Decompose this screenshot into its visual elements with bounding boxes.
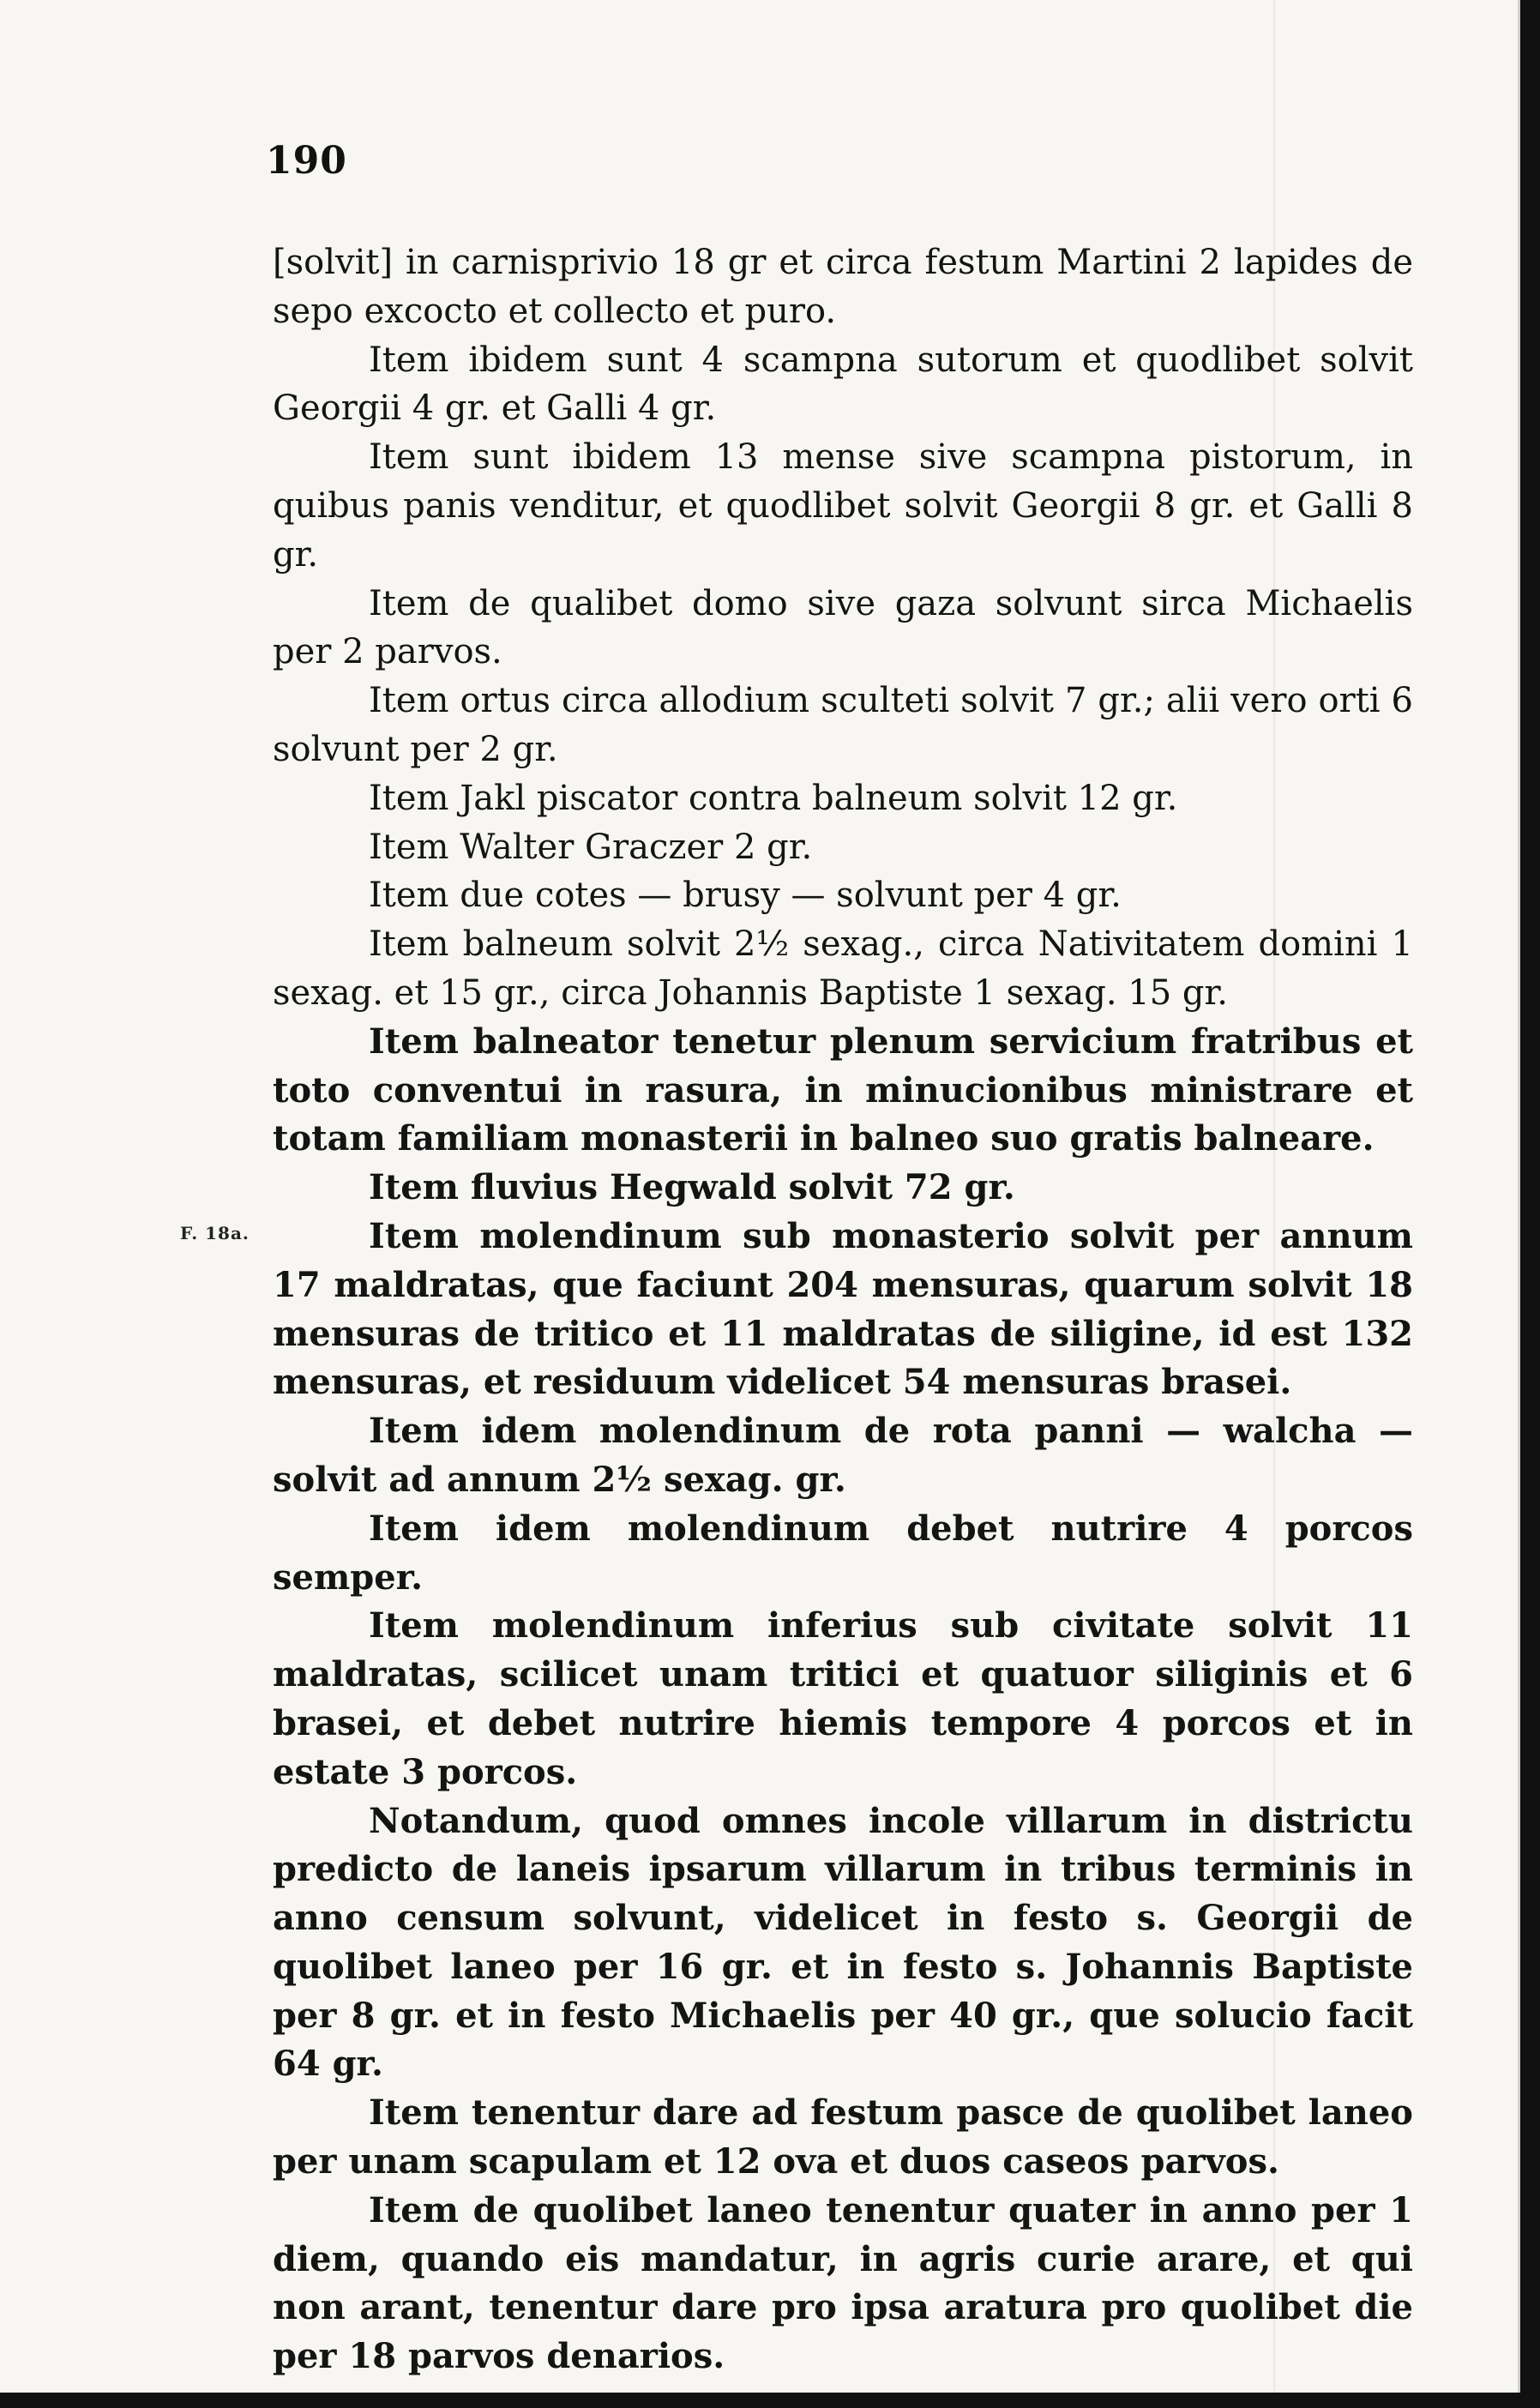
paragraph: Item sunt ibidem 13 mense sive scampna pistorum, in quibus panis venditur, et quodlibet solvit Georgii 8 gr. et Galli 8 gr. [273, 437, 1413, 575]
paragraph: [solvit] in carnisprivio 18 gr et circa festum Martini 2 lapides de sepo excocto et collecto et puro. [273, 243, 1413, 331]
paragraph: Item fluvius Hegwald solvit 72 gr. [369, 1167, 1015, 1208]
page-number: 190 [266, 139, 347, 183]
paragraph: Item ortus circa allodium sculteti solvit 7 gr.; alii vero orti 6 solvunt per 2 gr. [273, 681, 1413, 769]
paragraph: Item Walter Graczer 2 gr. [369, 827, 813, 867]
paragraph: Item tenentur dare ad festum pasce de quolibet laneo per unam scapulam et 12 ova et duos caseos parvos. [273, 2092, 1413, 2182]
paragraph: Item ibidem sunt 4 scampna sutorum et quodlibet solvit Georgii 4 gr. et Galli 4 gr. [273, 340, 1413, 429]
paragraph: Item molendinum sub monasterio solvit per annum 17 maldratas, que faciunt 204 mensuras, quarum solvit 18 mensuras de tritico et 11 maldratas de siligine, id est 132 mensuras, et residuum videlicet 54 mensuras brasei. [273, 1215, 1413, 1403]
paragraph: Item de quolibet laneo tenentur quater in anno per 1 diem, quando eis mandatur, in agris curie arare, et qui non arant, tenentur dare pro ipsa aratura pro quolibet die per 18 parvos denarios. [273, 2189, 1413, 2377]
paragraph: Item idem molendinum de rota panni — walcha — solvit ad annum 2½ sexag. gr. [273, 1411, 1413, 1500]
paragraph: Item idem molendinum debet nutrire 4 porcos semper. [273, 1508, 1413, 1598]
paragraph: Item Jakl piscator contra balneum solvit 12 gr. [369, 778, 1178, 818]
paragraph: Item de qualibet domo sive gaza solvunt sirca Michaelis per 2 parvos. [273, 583, 1413, 672]
margin-folio-note: F. 18a. [180, 1223, 250, 1243]
paragraph: Item molendinum inferius sub civitate solvit 11 maldratas, scilicet unam tritici et quatuor siliginis et 6 brasei, et debet nutrire hiemis tempore 4 porcos et in estate 3 porcos. [273, 1605, 1413, 1792]
body-text [273, 238, 1413, 2381]
paragraph: Item balneator tenetur plenum servicium fratribus et toto conventui in rasura, in minucionibus ministrare et totam familiam monasterii in balneo suo gratis balneare. [273, 1020, 1413, 1159]
paragraph: Item balneum solvit 2½ sexag., circa Nativitatem domini 1 sexag. et 15 gr., circa Johannis Baptiste 1 sexag. 15 gr. [273, 924, 1413, 1013]
paragraph: Item due cotes — brusy — solvunt per 4 gr. [369, 876, 1122, 916]
paragraph: Notandum, quod omnes incole villarum in districtu predicto de laneis ipsarum villarum in tribus terminis in anno censum solvunt, videlicet in festo s. Georgii de quolibet laneo per 16 gr. et in festo s. Johannis Baptiste per 8 gr. et in festo Michaelis per 40 gr., que solucio facit 64 gr. [273, 1800, 1413, 2085]
